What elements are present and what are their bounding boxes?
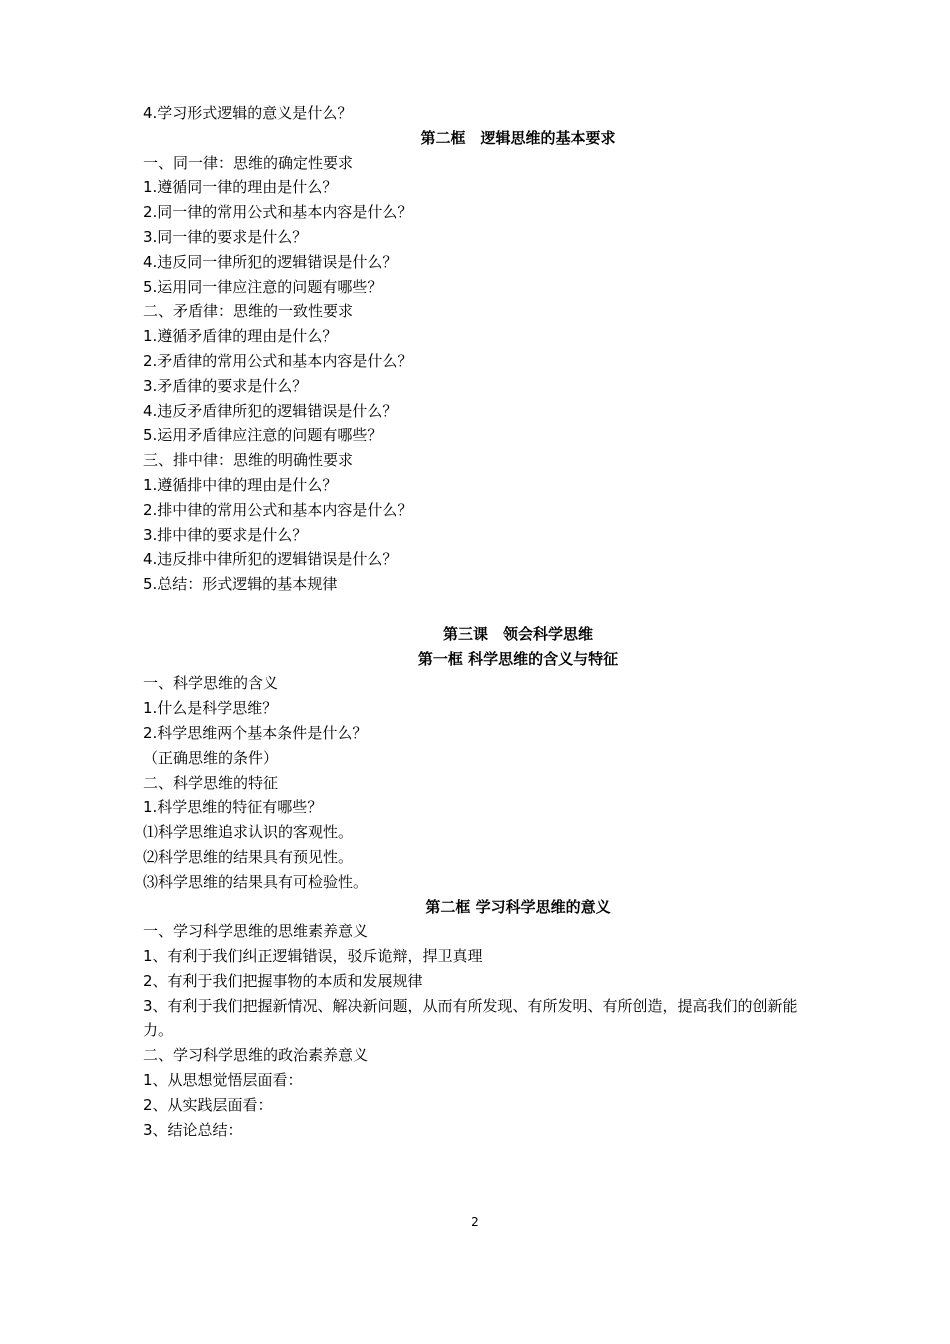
section-heading: 第三课 领会科学思维 <box>442 624 593 643</box>
text-line: 1.遵循同一律的理由是什么？ <box>143 178 338 197</box>
text-line: 4.违反同一律所犯的逻辑错误是什么？ <box>143 252 398 271</box>
text-line: 4.违反排中律所犯的逻辑错误是什么？ <box>143 550 398 569</box>
text-line: 1.科学思维的特征有哪些？ <box>143 798 323 817</box>
text-line: 5.运用矛盾律应注意的问题有哪些？ <box>143 426 383 445</box>
text-line: 1.遵循矛盾律的理由是什么？ <box>143 327 338 346</box>
text-line: 一、同一律：思维的确定性要求 <box>143 153 354 172</box>
text-line: 二、学习科学思维的政治素养意义 <box>143 1046 369 1065</box>
text-line: 三、排中律：思维的明确性要求 <box>143 451 354 470</box>
text-line: 1.什么是科学思维？ <box>143 699 278 718</box>
text-line: 4.违反矛盾律所犯的逻辑错误是什么？ <box>143 401 398 420</box>
text-line: 3、结论总结： <box>143 1120 243 1139</box>
text-line: 2.矛盾律的常用公式和基本内容是什么？ <box>143 351 413 370</box>
text-line: 2.排中律的常用公式和基本内容是什么？ <box>143 500 413 519</box>
text-line: 一、学习科学思维的思维素养意义 <box>143 922 369 941</box>
text-line: ⑵科学思维的结果具有预见性。 <box>143 847 354 866</box>
document-body <box>143 101 813 1142</box>
text-line: 5.运用同一律应注意的问题有哪些？ <box>143 277 383 296</box>
text-line: 4.学习形式逻辑的意义是什么？ <box>143 104 353 122</box>
text-line: 5.总结：形式逻辑的基本规律 <box>143 575 338 594</box>
text-line: ⑶科学思维的结果具有可检验性。 <box>143 872 369 891</box>
page-number: 2 <box>471 1215 479 1229</box>
text-line: 二、矛盾律：思维的一致性要求 <box>143 302 354 321</box>
text-line: （正确思维的条件） <box>143 748 279 767</box>
text-line: 1、有利于我们纠正逻辑错误，驳斥诡辩，捍卫真理 <box>143 947 483 966</box>
section-heading: 第二框 逻辑思维的基本要求 <box>420 128 616 147</box>
text-line: 1.遵循排中律的理由是什么？ <box>143 475 338 494</box>
text-line: 2.科学思维两个基本条件是什么？ <box>143 723 368 742</box>
blank-line <box>143 597 813 622</box>
text-line: 3.排中律的要求是什么？ <box>143 525 308 544</box>
text-line: 二、科学思维的特征 <box>143 773 279 792</box>
text-line: 2.同一律的常用公式和基本内容是什么？ <box>143 203 413 222</box>
text-line: 2、有利于我们把握事物的本质和发展规律 <box>143 971 423 990</box>
section-heading: 第二框 学习科学思维的意义 <box>425 897 611 916</box>
text-line: 3.同一律的要求是什么？ <box>143 227 308 246</box>
section-heading: 第一框 科学思维的含义与特征 <box>417 649 619 668</box>
text-line: 2、从实践层面看： <box>143 1095 273 1114</box>
text-line: 1、从思想觉悟层面看： <box>143 1071 303 1090</box>
text-line: 一、科学思维的含义 <box>143 674 279 693</box>
text-line: ⑴科学思维追求认识的客观性。 <box>143 823 354 842</box>
text-line: 3.矛盾律的要求是什么？ <box>143 376 308 395</box>
paragraph-line: 3、有利于我们把握新情况、解决新问题，从而有所发现、有所发明、有所创造，提高我们的创新能力。 <box>143 996 798 1040</box>
